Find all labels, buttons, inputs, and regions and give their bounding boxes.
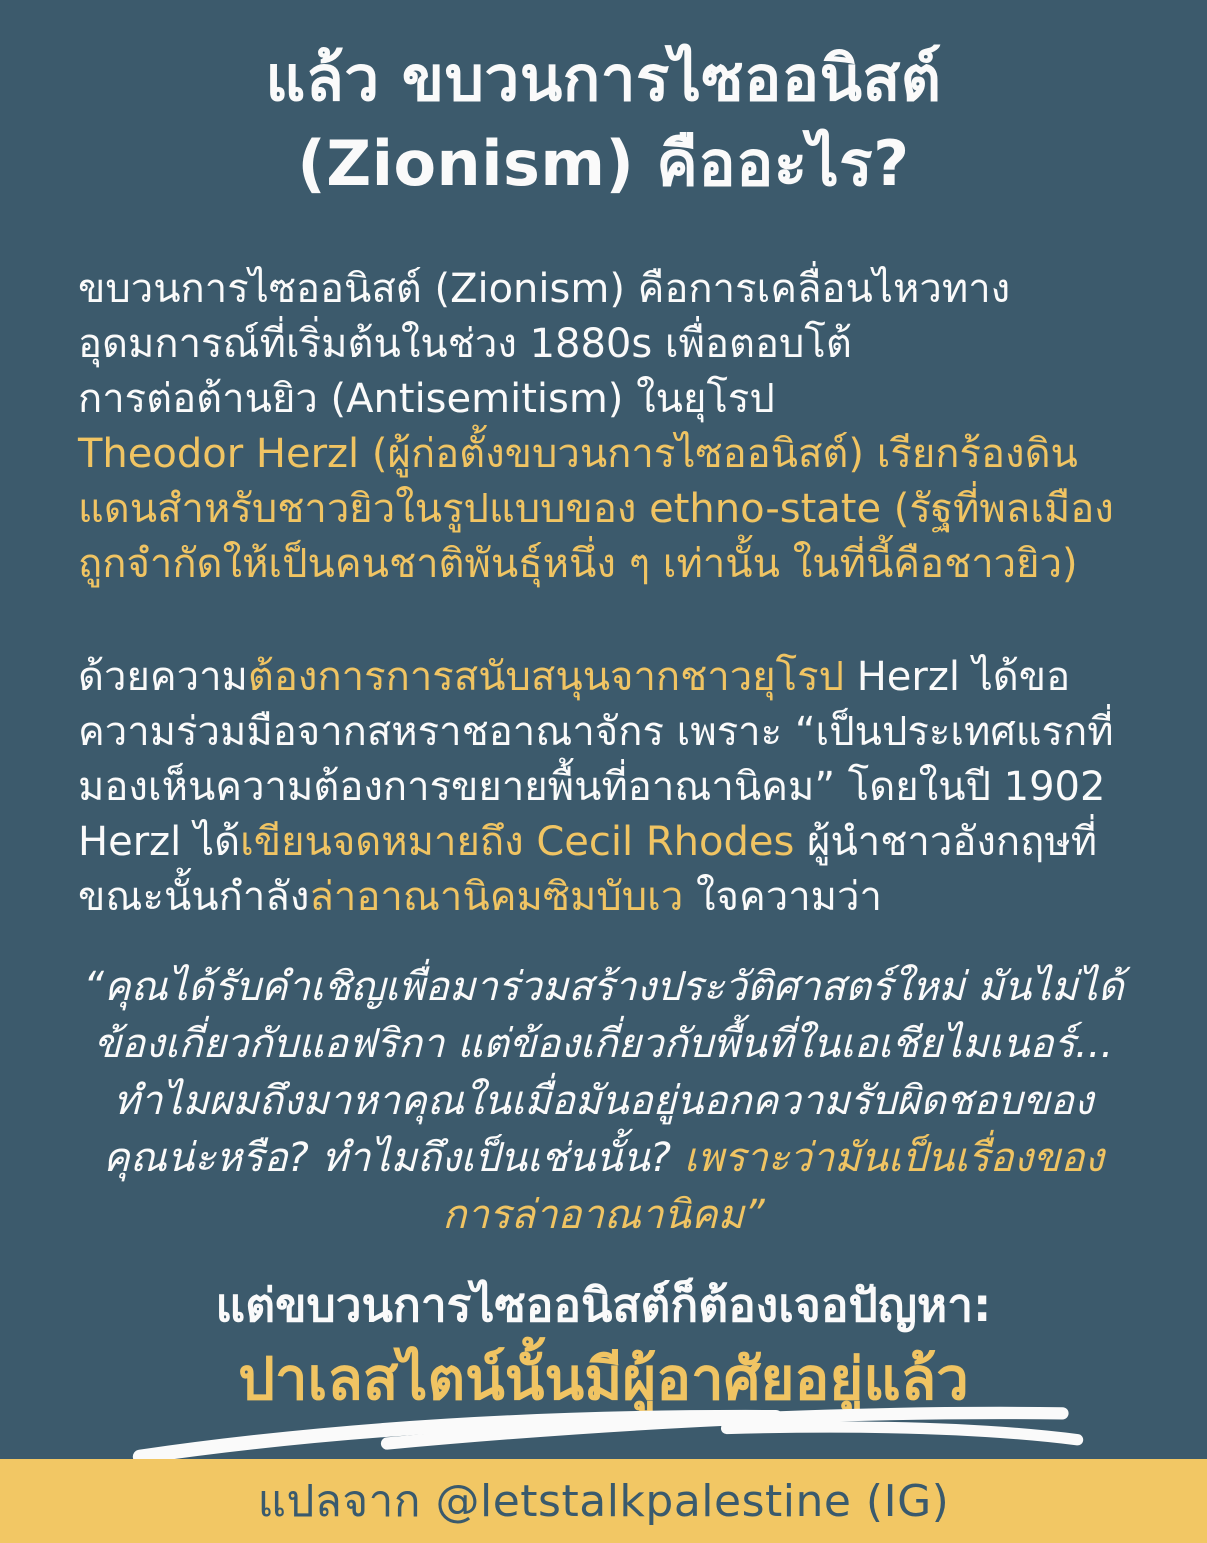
text-line — [78, 317, 1145, 372]
intro-paragraph — [78, 262, 1145, 592]
text-segment: Theodor Herzl (ผู้ก่อตั้งขบวนการไซออนิสต์) เรียกร้องดิน — [78, 431, 1078, 477]
text-line — [78, 705, 1145, 760]
text-segment: ใจความว่า — [683, 874, 882, 920]
text-line — [78, 815, 1145, 870]
text-segment: เพราะว่ามันเป็นเรื่องของ — [683, 1135, 1104, 1181]
text-line — [80, 1073, 1127, 1130]
text-segment: การต่อต้านยิว (Antisemitism) ในยุโรป — [78, 376, 775, 422]
text-segment: คุณน่ะหรือ? ทำไมถึงเป็นเช่นนั้น? — [103, 1135, 684, 1181]
text-segment: ทำไมผมถึงมาหาคุณในเมื่อมันอยู่นอกความรับผิดชอบของ — [113, 1078, 1094, 1124]
problem-highlight: ปาเลสไตน์นั้นมีผู้อาศัยอยู่แล้ว — [238, 1345, 969, 1413]
text-segment: ข้องเกี่ยวกับแอฟริกา แต่ข้องเกี่ยวกับพื้นที่ในเอเชียไมเนอร์... — [93, 1021, 1114, 1067]
text-segment: Herzl ได้ — [78, 819, 241, 865]
text-line — [78, 427, 1145, 482]
page-title-line-1: แล้ว ขบวนการไซออนิสต์ — [265, 42, 942, 115]
text-segment: ด้วยความ — [78, 654, 248, 700]
text-segment: ขณะนั้นกำลัง — [78, 874, 310, 920]
text-segment: Herzl ได้ขอ — [844, 654, 1071, 700]
text-line — [80, 1187, 1127, 1244]
page-title — [0, 0, 1207, 206]
text-segment: ผู้นำชาวอังกฤษที่ — [794, 819, 1098, 865]
problem-statement — [0, 1274, 1207, 1416]
text-line — [78, 650, 1145, 705]
text-segment: แดนสำหรับชาวยิวในรูปแบบของ ethno-state (รัฐที่พลเมือง — [78, 486, 1114, 532]
text-line — [78, 870, 1145, 925]
text-line — [78, 760, 1145, 815]
rhodes-letter-quote — [0, 959, 1207, 1244]
herzl-britain-paragraph — [78, 650, 1145, 925]
page-title-line-2: (Zionism) คืออะไร? — [297, 127, 910, 200]
text-line — [78, 482, 1145, 537]
text-line — [80, 959, 1127, 1016]
problem-heading: แต่ขบวนการไซออนิสต์ก็ต้องเจอปัญหา: — [215, 1278, 992, 1332]
text-line — [78, 537, 1145, 592]
text-segment: ความร่วมมือจากสหราชอาณาจักร เพราะ “เป็นประเทศแรกที่ — [78, 709, 1114, 755]
text-segment: ขบวนการไซออนิสต์ (Zionism) คือการเคลื่อนไหวทาง — [78, 266, 1011, 312]
text-line — [78, 372, 1145, 427]
credit-text: แปลจาก @letstalkpalestine (IG) — [257, 1476, 950, 1527]
text-segment: การล่าอาณานิคม” — [442, 1192, 765, 1238]
text-segment: มองเห็นความต้องการขยายพื้นที่อาณานิคม” โดยในปี 1902 — [78, 764, 1106, 810]
text-line — [78, 262, 1145, 317]
text-segment: เขียนจดหมายถึง Cecil Rhodes — [240, 819, 795, 865]
text-segment: “คุณได้รับคำเชิญเพื่อมาร่วมสร้างประวัติศาสตร์ใหม่ มันไม่ได้ — [83, 964, 1124, 1010]
text-segment: ล่าอาณานิคมซิมบับเว — [309, 874, 684, 920]
text-line — [80, 1130, 1127, 1187]
text-line — [80, 1016, 1127, 1073]
footer-banner — [0, 1459, 1207, 1543]
text-segment: ต้องการการสนับสนุนจากชาวยุโรป — [247, 654, 845, 700]
text-segment: ถูกจำกัดให้เป็นคนชาติพันธุ์หนึ่ง ๆ เท่านั้น ในที่นี้คือชาวยิว) — [78, 541, 1078, 587]
text-segment: อุดมการณ์ที่เริ่มต้นในช่วง 1880s เพื่อตอบโต้ — [78, 321, 852, 367]
